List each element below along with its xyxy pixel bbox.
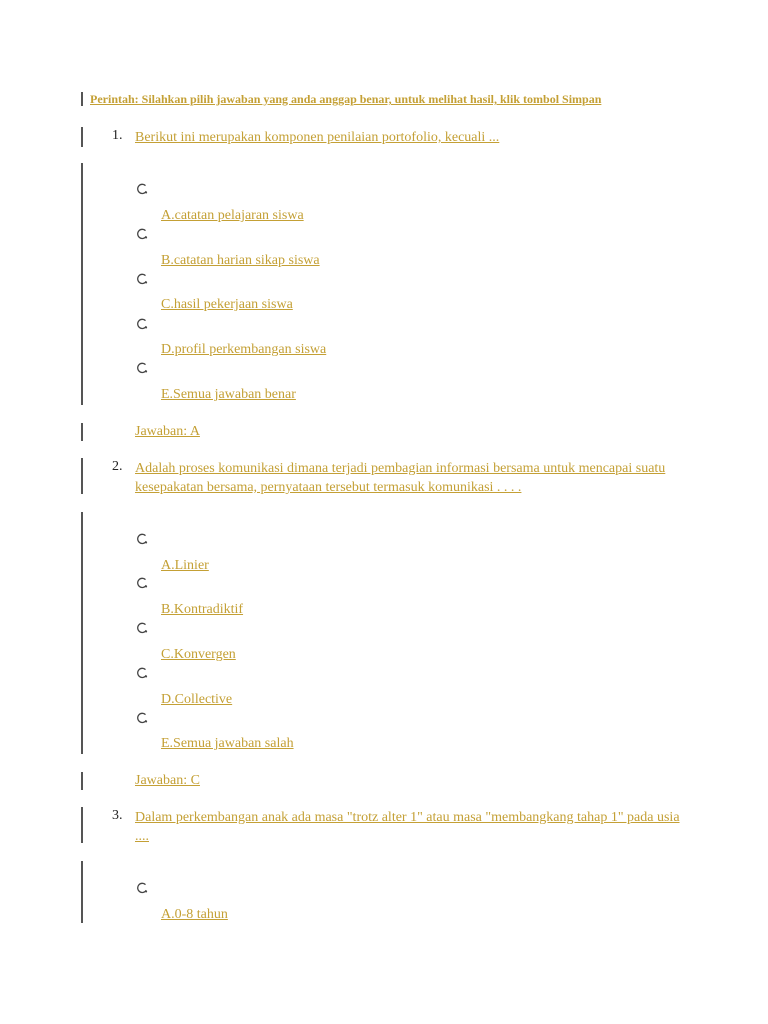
option-label[interactable]: B.Kontradiktif bbox=[161, 602, 244, 617]
radio-button[interactable] bbox=[136, 882, 148, 894]
radio-button[interactable] bbox=[136, 622, 148, 634]
radio-button[interactable] bbox=[136, 183, 148, 195]
question-text: Dalam perkembangan anak ada masa "trotz alter 1" atau masa "membangkang tahap 1" pada usia .... bbox=[135, 810, 680, 844]
answer-text: Jawaban: C bbox=[135, 773, 200, 788]
question-number: 2. bbox=[112, 459, 123, 474]
radio-button[interactable] bbox=[136, 577, 148, 589]
options-2-bar bbox=[81, 512, 83, 754]
option-label[interactable]: A.catatan pelajaran siswa bbox=[161, 208, 304, 223]
question-number: 1. bbox=[112, 128, 123, 143]
option-label[interactable]: C.hasil pekerjaan siswa bbox=[161, 297, 293, 312]
instruction-bar bbox=[81, 92, 83, 106]
radio-button[interactable] bbox=[136, 712, 148, 724]
question-1-bar bbox=[81, 127, 83, 147]
radio-button[interactable] bbox=[136, 318, 148, 330]
options-1-bar bbox=[81, 163, 83, 405]
question-number: 3. bbox=[112, 808, 123, 823]
radio-button[interactable] bbox=[136, 228, 148, 240]
option-label[interactable]: E.Semua jawaban benar bbox=[161, 387, 296, 402]
options-3-bar bbox=[81, 861, 83, 923]
answer-1-bar bbox=[81, 423, 83, 441]
question-text: Adalah proses komunikasi dimana terjadi pembagian informasi bersama untuk mencapai suatu kesepakatan bersama, pernyataan tersebut termasuk komunikasi . . . . bbox=[135, 461, 666, 495]
radio-button[interactable] bbox=[136, 362, 148, 374]
option-label[interactable]: A.0-8 tahun bbox=[161, 907, 228, 922]
question-2-bar bbox=[81, 458, 83, 494]
radio-button[interactable] bbox=[136, 667, 148, 679]
option-label[interactable]: E.Semua jawaban salah bbox=[161, 736, 294, 751]
answer-text: Jawaban: A bbox=[135, 424, 200, 439]
question-3-bar bbox=[81, 807, 83, 843]
radio-button[interactable] bbox=[136, 273, 148, 285]
option-label[interactable]: A.Linier bbox=[161, 558, 209, 573]
option-label[interactable]: D.profil perkembangan siswa bbox=[161, 342, 327, 357]
answer-2-bar bbox=[81, 772, 83, 790]
radio-button[interactable] bbox=[136, 533, 148, 545]
option-label[interactable]: D.Collective bbox=[161, 692, 233, 707]
option-label[interactable]: C.Konvergen bbox=[161, 647, 236, 662]
question-text: Berikut ini merupakan komponen penilaian portofolio, kecuali ... bbox=[135, 130, 500, 145]
instruction-text: Perintah: Silahkan pilih jawaban yang anda anggap benar, untuk melihat hasil, klik tombol Simpan bbox=[90, 92, 602, 106]
option-label[interactable]: B.catatan harian sikap siswa bbox=[161, 253, 320, 268]
